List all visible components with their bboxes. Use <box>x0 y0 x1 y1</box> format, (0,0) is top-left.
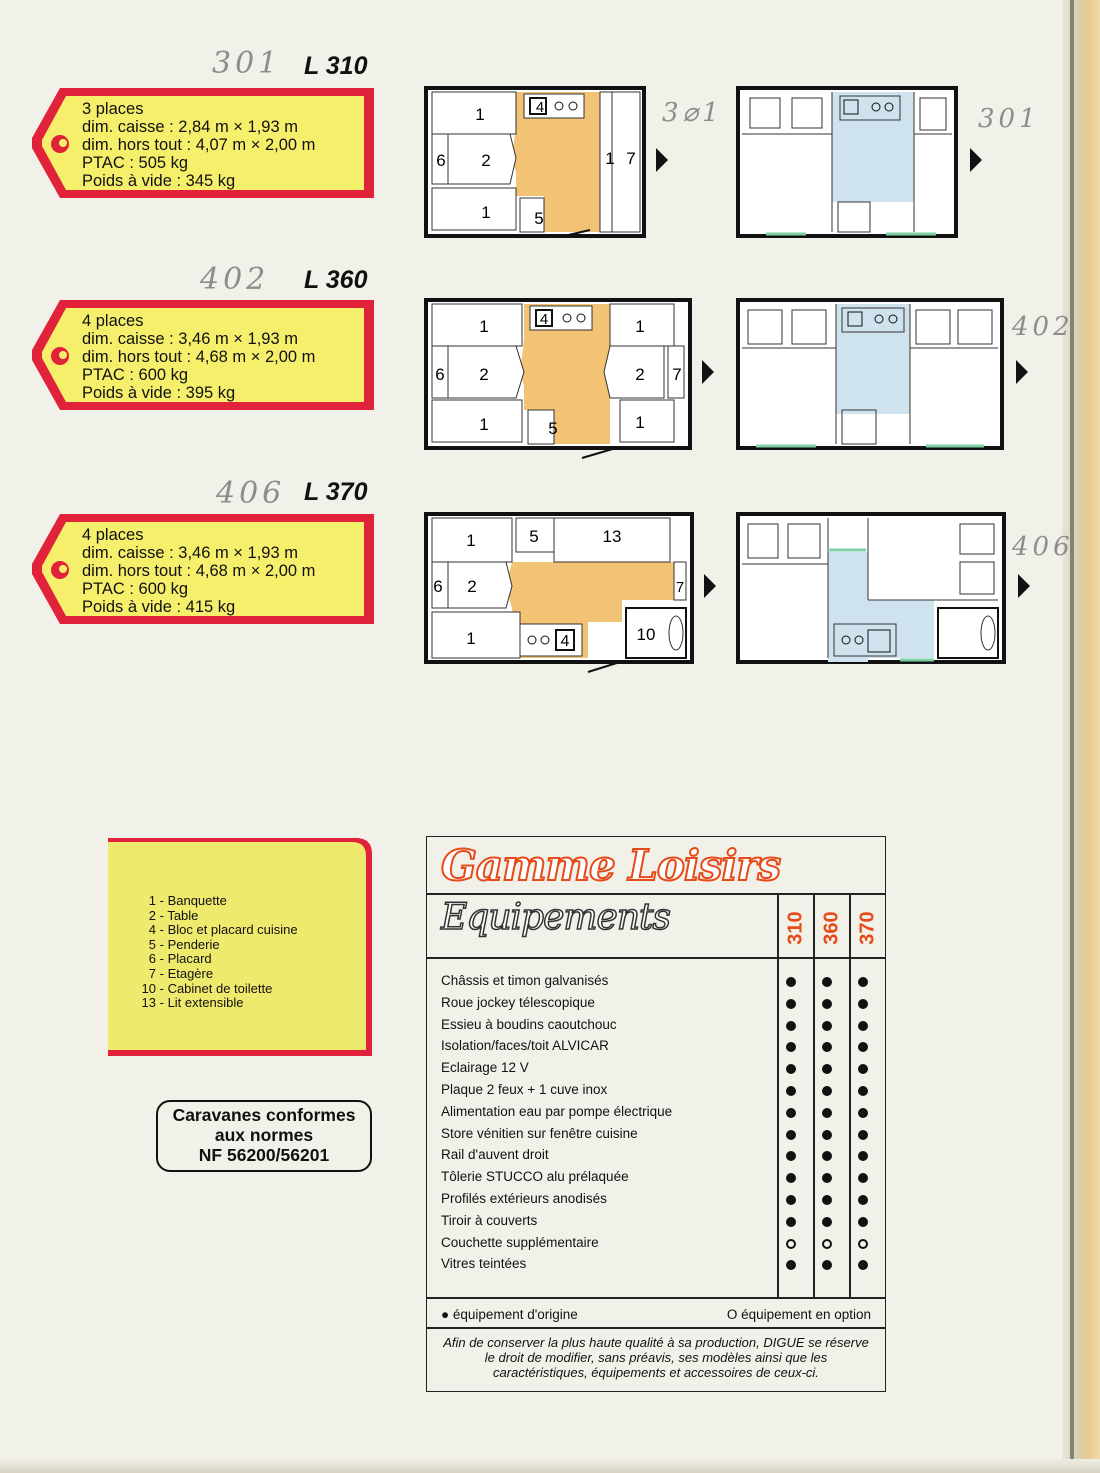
standard-equipment-dot <box>822 977 832 987</box>
standard-equipment-dot <box>822 1042 832 1052</box>
handwritten-plan-note-right: 406 <box>1012 532 1074 562</box>
spec-poids: Poids à vide : 415 kg <box>82 598 236 616</box>
plan-label: 1 <box>635 413 645 432</box>
legend-label: Cabinet de toilette <box>167 980 273 996</box>
standard-equipment-dot <box>858 1130 868 1140</box>
feature-label: Tôlerie STUCCO alu prélaquée <box>441 1169 629 1185</box>
floor-plan-l370-layout <box>424 512 722 676</box>
floor-plan-l370-furniture <box>736 512 1034 676</box>
norms-line-3: NF 56200/56201 <box>198 1145 330 1165</box>
standard-equipment-dot <box>786 999 796 1009</box>
spec-ptac: PTAC : 505 kg <box>82 154 189 172</box>
spec-places: 4 places <box>82 526 144 544</box>
spec-places: 3 places <box>82 100 144 118</box>
spec-lines <box>82 526 315 616</box>
norms-badge <box>156 1100 372 1172</box>
standard-equipment-dot <box>786 1086 796 1096</box>
plan-label: 6 <box>435 365 445 384</box>
optional-equipment-circle <box>822 1239 832 1249</box>
legend-num: 4 <box>148 922 156 938</box>
legend-label: Table <box>167 907 199 923</box>
spec-tag-l310 <box>32 86 374 200</box>
model-title-l370: L 370 <box>304 478 368 506</box>
spec-ptac: PTAC : 600 kg <box>82 580 189 598</box>
standard-equipment-dot <box>786 977 796 987</box>
legend-item: 6 - Placard <box>138 952 298 967</box>
spec-lines <box>82 100 315 190</box>
standard-equipment-dot <box>786 1042 796 1052</box>
legend-item: 5 - Penderie <box>138 938 298 953</box>
plan-label: 7 <box>672 365 682 384</box>
col-header-310: 310 <box>784 911 807 945</box>
feature-label: Rail d'auvent droit <box>441 1147 549 1163</box>
spec-dim-hors-tout: dim. hors tout : 4,07 m × 2,00 m <box>82 136 316 154</box>
plan-label: 10 <box>636 625 656 644</box>
optional-equipment-circle <box>786 1239 796 1249</box>
handwritten-plan-note-right: 301 <box>978 104 1040 134</box>
feature-label: Couchette supplémentaire <box>441 1234 599 1250</box>
plan-label: 1 <box>635 317 645 336</box>
spec-dim-caisse: dim. caisse : 2,84 m × 1,93 m <box>82 118 298 136</box>
plan-label: 1 <box>466 531 476 550</box>
standard-equipment-dot <box>858 999 868 1009</box>
plan-label: 5 <box>548 419 558 438</box>
legend-num: 10 <box>141 980 156 996</box>
legend-label: Banquette <box>167 893 227 908</box>
standard-equipment-dot <box>822 1260 832 1270</box>
spec-dim-hors-tout: dim. hors tout : 4,68 m × 2,00 m <box>82 348 316 366</box>
floor-plan-l310-layout <box>424 86 674 246</box>
spec-poids: Poids à vide : 345 kg <box>82 172 236 190</box>
plan-label: 4 <box>539 311 549 328</box>
standard-equipment-dot <box>822 1086 832 1096</box>
standard-equipment-dot <box>786 1260 796 1270</box>
disclaimer: Afin de conserver la plus haute qualité à sa production, DIGUE se réserve le droit de modifier, sans préavis, ses modèles ainsi que les caractéristiques, équipements et accessoires de ceux-ci. <box>443 1335 869 1380</box>
optional-equipment-circle <box>858 1239 868 1249</box>
plan-label: 4 <box>560 633 570 650</box>
standard-equipment-dot <box>822 999 832 1009</box>
model-title-l360: L 360 <box>304 266 368 294</box>
standard-equipment-dot <box>786 1021 796 1031</box>
feature-label: Store vénitien sur fenêtre cuisine <box>441 1125 638 1141</box>
feature-label: Isolation/faces/toit ALVICAR <box>441 1038 609 1054</box>
feature-label: Alimentation eau par pompe électrique <box>441 1103 673 1119</box>
plan-label: 4 <box>535 99 545 116</box>
handwritten-plan-note: 3⌀1 <box>662 98 723 128</box>
title-divider <box>427 893 885 895</box>
legend-item: 4 - Bloc et placard cuisine <box>138 923 298 938</box>
legend-num: 7 <box>148 965 156 981</box>
plan-label: 2 <box>479 365 489 384</box>
standard-equipment-dot <box>858 1151 868 1161</box>
spec-lines <box>82 312 315 402</box>
rows-bottom-divider <box>427 1297 885 1299</box>
col-header-370: 370 <box>856 911 879 945</box>
standard-equipment-dot <box>822 1195 832 1205</box>
plan-label: 1 <box>475 105 485 124</box>
standard-equipment-dot <box>822 1021 832 1031</box>
key-option: O équipement en option <box>726 1307 871 1322</box>
feature-label: Tiroir à couverts <box>441 1212 538 1228</box>
page-spine <box>1062 0 1100 1473</box>
standard-equipment-dot <box>858 1021 868 1031</box>
legend-box <box>108 836 374 1058</box>
standard-equipment-dot <box>858 977 868 987</box>
plan-label: 1 <box>479 317 489 336</box>
legend-num: 2 <box>148 907 156 923</box>
norms-line-1: Caravanes conformes <box>172 1105 356 1125</box>
feature-label: Vitres teintées <box>441 1256 527 1272</box>
standard-equipment-dot <box>786 1217 796 1227</box>
legend-label: Bloc et placard cuisine <box>167 922 298 938</box>
standard-equipment-dot <box>858 1086 868 1096</box>
standard-equipment-dot <box>786 1130 796 1140</box>
table-subtitle: Equipements <box>441 897 670 938</box>
table-title: Gamme Loisirs <box>441 841 781 890</box>
spec-tag-l360 <box>32 298 374 412</box>
feature-label: Plaque 2 feux + 1 cuve inox <box>441 1082 608 1097</box>
standard-equipment-dot <box>786 1108 796 1118</box>
col-divider-2 <box>813 893 815 1297</box>
legend-num: 1 <box>148 893 156 908</box>
legend-label: Placard <box>167 951 212 967</box>
legend-num: 13 <box>141 995 156 1011</box>
standard-equipment-dot <box>858 1042 868 1052</box>
legend-num: 5 <box>148 936 156 952</box>
spec-ptac: PTAC : 600 kg <box>82 366 189 384</box>
norms-line-2: aux normes <box>214 1125 314 1145</box>
plan-label: 1 <box>481 203 491 222</box>
key-divider <box>427 1327 885 1329</box>
plan-label: 2 <box>481 151 491 170</box>
spec-tag-l370 <box>32 512 374 626</box>
handwritten-note-301: 301 <box>212 46 282 81</box>
handwritten-note-402: 402 <box>200 262 270 297</box>
standard-equipment-dot <box>786 1173 796 1183</box>
standard-equipment-dot <box>858 1108 868 1118</box>
plan-label: 7 <box>626 149 636 168</box>
legend-label: Etagère <box>167 965 214 981</box>
standard-equipment-dot <box>822 1130 832 1140</box>
model-title-l310: L 310 <box>304 52 368 80</box>
col-divider-3 <box>849 893 851 1297</box>
plan-label: 6 <box>433 577 443 596</box>
plan-label: 1 <box>479 415 489 434</box>
legend-label: Penderie <box>167 936 220 952</box>
legend-item: 13 - Lit extensible <box>138 996 298 1011</box>
floor-plan-l360-furniture <box>736 298 1032 460</box>
legend-item: 1 - Banquette <box>138 894 298 909</box>
standard-equipment-dot <box>822 1173 832 1183</box>
plan-label: 2 <box>635 365 645 384</box>
plan-label: 6 <box>436 151 446 170</box>
header-divider <box>427 957 885 959</box>
floor-plan-l360-layout <box>424 298 720 460</box>
standard-equipment-dot <box>858 1064 868 1074</box>
standard-equipment-dot <box>786 1195 796 1205</box>
feature-label: Essieu à boudins caoutchouc <box>441 1016 617 1032</box>
standard-equipment-dot <box>786 1064 796 1074</box>
spec-dim-caisse: dim. caisse : 3,46 m × 1,93 m <box>82 330 298 348</box>
standard-equipment-dot <box>858 1260 868 1270</box>
plan-label: 13 <box>602 527 622 546</box>
feature-label: Profilés extérieurs anodisés <box>441 1191 607 1206</box>
spec-dim-caisse: dim. caisse : 3,46 m × 1,93 m <box>82 544 298 562</box>
plan-label: 2 <box>467 577 477 596</box>
feature-label: Eclairage 12 V <box>441 1060 529 1076</box>
spec-dim-hors-tout: dim. hors tout : 4,68 m × 2,00 m <box>82 562 316 580</box>
standard-equipment-dot <box>822 1151 832 1161</box>
legend-item: 7 - Etagère <box>138 967 298 982</box>
legend-item: 2 - Table <box>138 909 298 924</box>
standard-equipment-dot <box>858 1173 868 1183</box>
page-fold <box>1070 0 1074 1473</box>
standard-equipment-dot <box>858 1195 868 1205</box>
plan-label: 1 <box>466 629 476 648</box>
standard-equipment-dot <box>786 1151 796 1161</box>
plan-label: 5 <box>534 209 544 228</box>
equipment-table <box>426 836 886 1392</box>
plan-label: 5 <box>529 527 539 546</box>
feature-label: Roue jockey télescopique <box>441 994 595 1010</box>
legend-list <box>138 894 298 1011</box>
standard-equipment-dot <box>822 1108 832 1118</box>
standard-equipment-dot <box>822 1217 832 1227</box>
handwritten-note-406: 406 <box>216 476 286 511</box>
feature-label: Châssis et timon galvanisés <box>441 973 609 988</box>
col-divider-1 <box>777 893 779 1297</box>
floor-plan-l310-furniture <box>736 86 986 246</box>
handwritten-plan-note-right: 402 <box>1012 312 1074 342</box>
standard-equipment-dot <box>858 1217 868 1227</box>
plan-label: 1 <box>605 149 615 168</box>
page-bottom-edge <box>0 1459 1100 1473</box>
spec-places: 4 places <box>82 312 144 330</box>
legend-item: 10 - Cabinet de toilette <box>138 982 298 997</box>
spec-poids: Poids à vide : 395 kg <box>82 384 236 402</box>
key-standard: ● équipement d'origine <box>441 1307 578 1322</box>
col-header-360: 360 <box>820 911 843 945</box>
standard-equipment-dot <box>822 1064 832 1074</box>
legend-num: 6 <box>148 951 156 967</box>
legend-label: Lit extensible <box>167 995 244 1011</box>
plan-label: 7 <box>675 579 685 596</box>
